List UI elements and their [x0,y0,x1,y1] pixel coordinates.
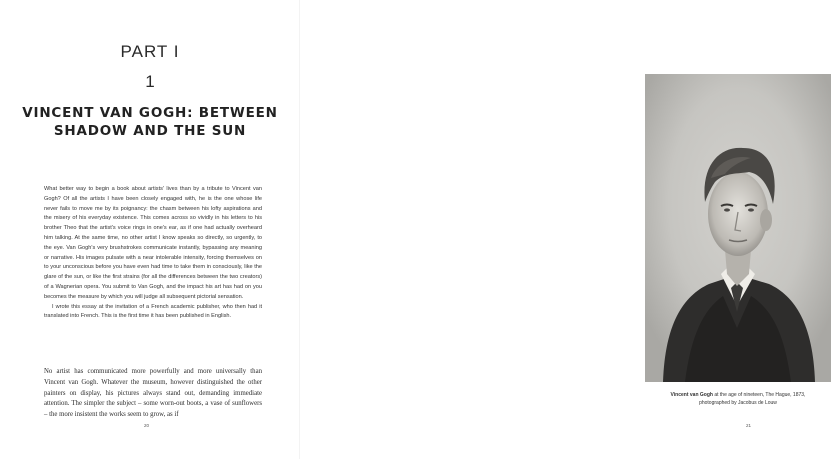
chapter-number: 1 [145,72,155,91]
portrait-photo [645,74,831,382]
intro-paragraph: I wrote this essay at the invitation of a French academic publisher, who then had it translated into French. This is the first time it has been published in English. [44,303,262,320]
photo-caption [640,391,836,407]
intro-note [44,185,262,322]
page-number: 20 [144,423,150,428]
left-page [0,0,300,459]
body-text [44,367,262,421]
intro-paragraph: What better way to begin a book about artists' lives than by a tribute to Vincent van Gogh? Of all the artists I have been closely engaged with, he is the one whose life never fails to move me by its poignancy: the chasm between his lofty aspirations and the misery of his everyday existence. This comes across so vividly in his letters to his brother Theo that the artist's voice rings in one's ear, as if one had actually overheard him talking. At the same time, no other artist I know speaks so directly, so urgently, to the eye. Van Gogh's very brushstrokes communicate instantly, bypassing any meaning or narrative. His images pulsate with a near intolerable intensity, forcing themselves on to your unconscious before you have even had time to take them in consciously, like the glare of the sun, or like the first strains (for all the differences between the two creators) of a Wagnerian opera. You submit to Van Gogh, and the impact his art has had on you becomes the measure by which you will judge all subsequent pictorial sensation. [44,186,262,300]
body-paragraph: No artist has communicated more powerfully and more universally than Vincent van Gogh. Whatever the museum, however distinguished the other painters on display, his pictures always stand out, demanding immediate attention. The simpler the subject – some worn-out boots, a vase of sunflowers – the more insistent the works seem to grow, as if [44,368,262,419]
portrait-illustration [645,74,831,382]
caption-credit: photographed by Jacobus de Louw [699,400,777,406]
chapter-title-line: SHADOW AND THE SUN [53,123,247,139]
part-label: PART I [120,42,180,61]
caption-name: Vincent van Gogh [670,392,713,398]
right-page [300,0,806,459]
page-number: 21 [746,423,752,428]
caption-text: at the age of nineteen, The Hague, 1873, [712,392,806,398]
chapter-title-line: VINCENT VAN GOGH: BETWEEN [22,105,278,121]
chapter-title [20,104,280,140]
